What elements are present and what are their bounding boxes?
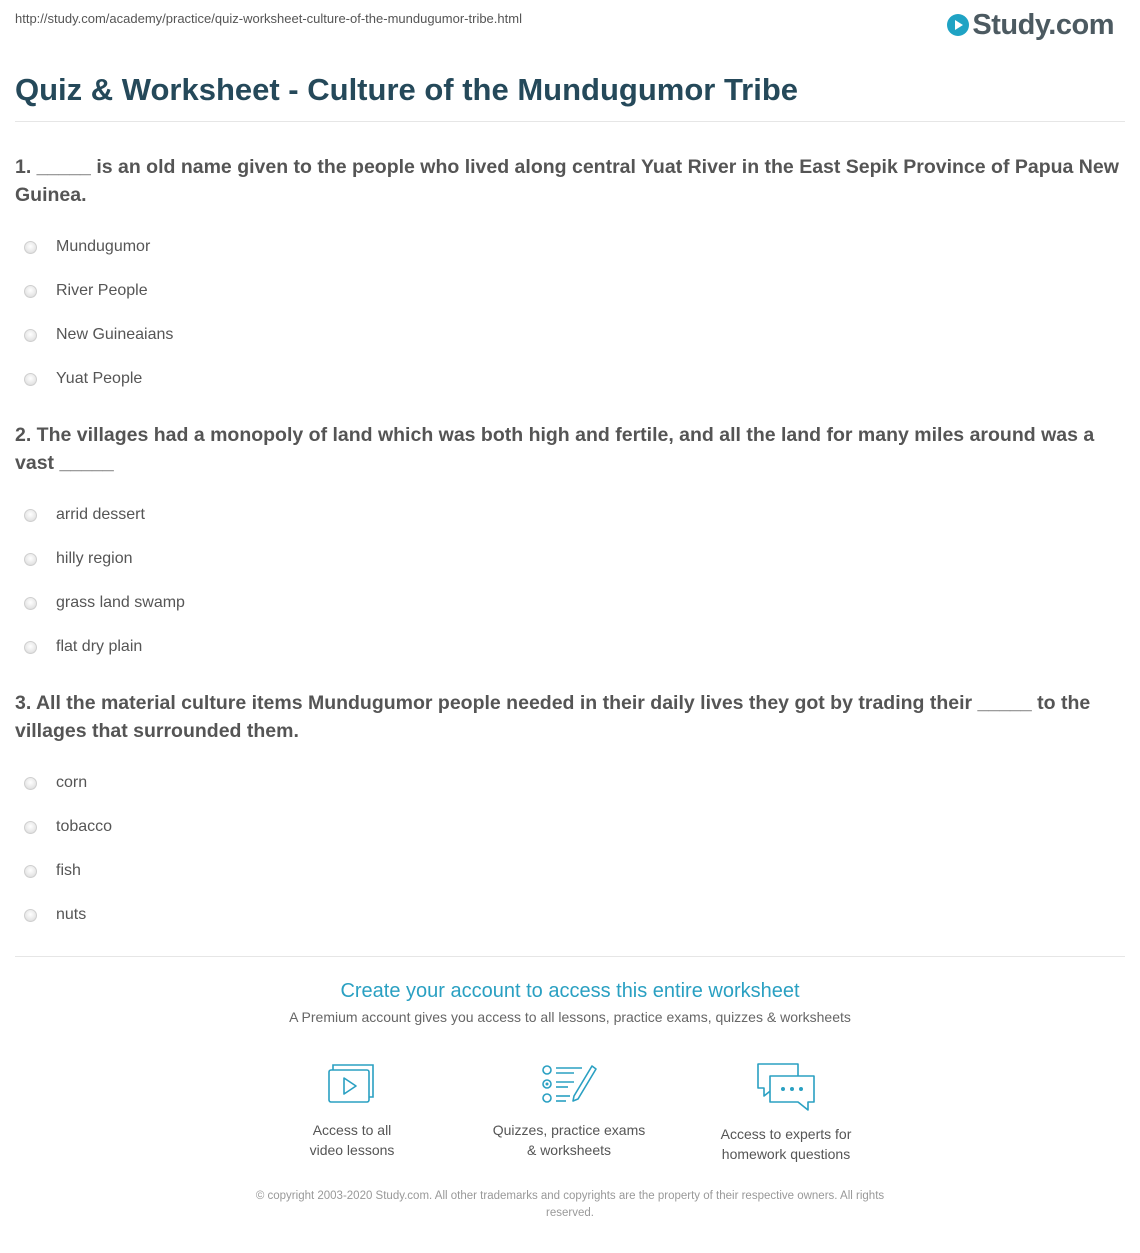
answer-option[interactable] <box>15 357 1123 401</box>
radio-button[interactable] <box>24 241 37 254</box>
feature-quizzes <box>469 1060 669 1160</box>
answer-option[interactable] <box>15 805 1123 849</box>
answer-option[interactable] <box>15 581 1123 625</box>
answer-option[interactable] <box>15 537 1123 581</box>
cta-subtitle: A Premium account gives you access to all lessons, practice exams, quizzes & worksheets <box>289 1009 851 1025</box>
radio-button[interactable] <box>24 329 37 342</box>
quiz-checklist-icon <box>540 1060 598 1108</box>
content-divider <box>15 956 1125 957</box>
answer-option[interactable] <box>15 493 1123 537</box>
answer-label: flat dry plain <box>56 638 143 655</box>
answer-label: Yuat People <box>56 370 143 387</box>
question-1 <box>15 153 1123 401</box>
radio-button[interactable] <box>24 641 37 654</box>
answer-label: New Guineaians <box>56 326 174 343</box>
title-divider <box>15 121 1125 122</box>
top-bar <box>15 8 1125 41</box>
answer-option[interactable] <box>15 269 1123 313</box>
answer-label: River People <box>56 282 148 299</box>
radio-button[interactable] <box>24 777 37 790</box>
answer-label: fish <box>56 862 81 879</box>
play-circle-icon <box>947 14 969 36</box>
logo-text: Study.com <box>972 8 1114 41</box>
feature-label: Access to experts for homework questions <box>720 1126 852 1162</box>
answer-option[interactable] <box>15 313 1123 357</box>
page-title: Quiz & Worksheet - Culture of the Mundugumor Tribe <box>15 72 799 107</box>
answer-option[interactable] <box>15 625 1123 669</box>
radio-button[interactable] <box>24 865 37 878</box>
feature-experts <box>686 1060 886 1164</box>
radio-button[interactable] <box>24 553 37 566</box>
answer-options <box>15 493 1123 669</box>
question-text: 2. The villages had a monopoly of land which was both high and fertile, and all the land for many miles around was a vast _____ <box>15 424 1095 474</box>
answer-label: tobacco <box>56 818 113 835</box>
radio-button[interactable] <box>24 373 37 386</box>
radio-button[interactable] <box>24 821 37 834</box>
radio-button[interactable] <box>24 509 37 522</box>
cta-section <box>0 980 1140 1025</box>
answer-label: grass land swamp <box>56 594 185 611</box>
question-text: 1. _____ is an old name given to the people who lived along central Yuat River in the East Sepik Province of Papua New Guinea. <box>15 156 1119 206</box>
answer-label: arrid dessert <box>56 506 145 523</box>
feature-label: Quizzes, practice exams & worksheets <box>492 1122 646 1158</box>
answer-options <box>15 761 1123 937</box>
radio-button[interactable] <box>24 285 37 298</box>
answer-option[interactable] <box>15 893 1123 937</box>
expert-chat-icon <box>754 1060 818 1112</box>
radio-button[interactable] <box>24 909 37 922</box>
answer-option[interactable] <box>15 849 1123 893</box>
question-text: 3. All the material culture items Mundugumor people needed in their daily lives they got by trading their _____ to the villages that surrounded them. <box>15 692 1091 742</box>
answer-option[interactable] <box>15 761 1123 805</box>
feature-video-lessons <box>252 1060 452 1160</box>
feature-label: Access to all video lessons <box>309 1122 395 1158</box>
question-2 <box>15 421 1123 669</box>
study-logo[interactable] <box>947 8 1114 41</box>
answer-label: hilly region <box>56 550 133 567</box>
answer-options <box>15 225 1123 401</box>
page-url: http://study.com/academy/practice/quiz-worksheet-culture-of-the-mundugumor-tribe.html <box>15 11 522 26</box>
radio-button[interactable] <box>24 597 37 610</box>
cta-title[interactable]: Create your account to access this entire worksheet <box>340 980 800 1002</box>
answer-label: Mundugumor <box>56 238 151 255</box>
video-lessons-icon <box>325 1060 379 1108</box>
answer-label: corn <box>56 774 88 791</box>
answer-option[interactable] <box>15 225 1123 269</box>
copyright-notice: © copyright 2003-2020 Study.com. All other trademarks and copyrights are the property of their respective owners. All rights reserved. <box>255 1190 885 1219</box>
question-3 <box>15 689 1123 937</box>
answer-label: nuts <box>56 906 87 923</box>
